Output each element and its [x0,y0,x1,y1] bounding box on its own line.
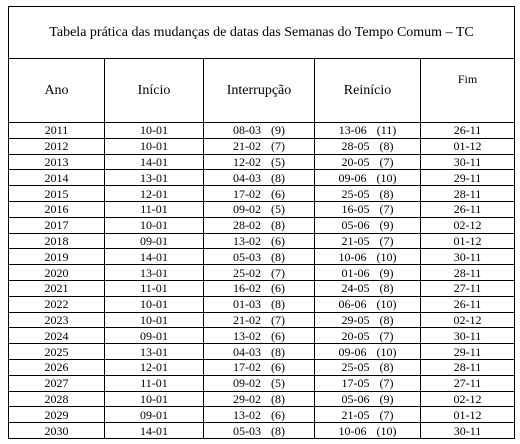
interrupcao-week: (8) [271,249,285,264]
cell-reinicio [315,359,421,375]
cell-reinicio [315,249,421,265]
reinicio-week: (9) [379,391,394,406]
cell-interrupcao [204,154,315,170]
interrupcao-pair [233,219,285,231]
cell-ano: 2012 [9,138,105,154]
cell-ano: 2016 [9,201,105,217]
reinicio-date: 05-06 [341,218,370,233]
cell-reinicio [315,265,421,281]
cell-interrupcao [204,217,315,233]
reinicio-week: (8) [379,312,394,327]
interrupcao-week: (6) [271,360,285,375]
interrupcao-week: (9) [271,123,285,138]
cell-fim: 30-11 [421,154,515,170]
cell-fim: 26-11 [421,296,515,312]
table-row [9,170,515,186]
interrupcao-date: 17-02 [233,186,261,201]
interrupcao-date: 21-02 [233,139,261,154]
cell-ano: 2024 [9,328,105,344]
cell-reinicio [315,170,421,186]
reinicio-date: 21-05 [341,407,370,422]
interrupcao-date: 05-03 [233,249,261,264]
reinicio-date: 20-05 [341,328,370,343]
reinicio-pair [342,188,394,200]
cell-interrupcao [204,344,315,360]
table-row [9,265,515,281]
cell-fim: 01-12 [421,233,515,249]
reinicio-week: (10) [376,170,397,185]
interrupcao-pair [233,156,285,168]
cell-inicio: 10-01 [105,296,204,312]
cell-ano: 2026 [9,359,105,375]
reinicio-pair [342,235,394,247]
cell-inicio: 10-01 [105,138,204,154]
cell-interrupcao [204,312,315,328]
cell-inicio: 11-01 [105,280,204,296]
cell-inicio: 10-01 [105,391,204,407]
table-row [9,280,515,296]
cell-inicio: 12-01 [105,186,204,202]
cell-ano: 2021 [9,280,105,296]
cell-interrupcao [204,375,315,391]
reinicio-date: 01-06 [341,265,370,280]
reinicio-week: (7) [379,202,394,217]
interrupcao-week: (5) [271,376,285,391]
table-row [9,123,515,139]
interrupcao-week: (8) [271,423,285,438]
reinicio-date: 10-06 [338,423,367,438]
cell-fim: 26-11 [421,123,515,139]
cell-interrupcao [204,201,315,217]
table-row [9,217,515,233]
reinicio-week: (10) [376,344,397,359]
cell-interrupcao [204,407,315,423]
cell-reinicio [315,123,421,139]
cell-inicio: 10-01 [105,123,204,139]
reinicio-week: (9) [379,265,394,280]
reinicio-date: 21-05 [341,233,370,248]
cell-fim: 30-11 [421,328,515,344]
reinicio-date: 10-06 [338,249,367,264]
header-inicio: Início [105,59,204,123]
interrupcao-week: (6) [271,281,285,296]
reinicio-pair [339,346,397,358]
interrupcao-date: 17-02 [233,360,261,375]
table-row [9,312,515,328]
interrupcao-pair [233,393,285,405]
table-row [9,407,515,423]
interrupcao-date: 25-02 [233,265,261,280]
cell-ano: 2018 [9,233,105,249]
cell-reinicio [315,375,421,391]
interrupcao-week: (7) [271,312,285,327]
cell-ano: 2020 [9,265,105,281]
reinicio-date: 24-05 [341,281,370,296]
interrupcao-pair [233,172,285,184]
cell-ano: 2011 [9,123,105,139]
interrupcao-week: (5) [271,202,285,217]
cell-reinicio [315,407,421,423]
reinicio-week: (7) [379,328,394,343]
cell-interrupcao [204,233,315,249]
reinicio-pair [342,156,394,168]
cell-fim: 29-11 [421,170,515,186]
interrupcao-date: 09-02 [233,376,261,391]
interrupcao-date: 08-03 [233,123,261,138]
cell-fim: 01-12 [421,138,515,154]
cell-reinicio [315,328,421,344]
reinicio-pair [339,124,397,136]
header-reinicio: Reinício [315,59,421,123]
interrupcao-pair [233,188,285,200]
table-row [9,423,515,439]
interrupcao-pair [233,235,285,247]
reinicio-week: (7) [379,407,394,422]
interrupcao-pair [233,409,285,421]
reinicio-date: 20-05 [341,154,370,169]
reinicio-week: (10) [376,423,397,438]
interrupcao-pair [233,330,285,342]
cell-ano: 2013 [9,154,105,170]
reinicio-pair [342,267,394,279]
cell-ano: 2023 [9,312,105,328]
interrupcao-pair [233,251,285,263]
interrupcao-date: 05-03 [233,423,261,438]
reinicio-date: 09-06 [338,170,367,185]
cell-inicio: 12-01 [105,359,204,375]
cell-inicio: 13-01 [105,265,204,281]
cell-fim: 02-12 [421,312,515,328]
reinicio-pair [342,330,394,342]
table-title: Tabela prática das mudanças de datas das Semanas do Tempo Comum – TC [9,7,515,59]
cell-ano: 2029 [9,407,105,423]
interrupcao-date: 04-03 [233,344,261,359]
reinicio-week: (10) [376,297,397,312]
cell-interrupcao [204,359,315,375]
cell-ano: 2015 [9,186,105,202]
interrupcao-week: (6) [271,233,285,248]
cell-ano: 2022 [9,296,105,312]
interrupcao-week: (6) [271,328,285,343]
cell-ano: 2019 [9,249,105,265]
reinicio-pair [339,298,397,310]
interrupcao-date: 12-02 [233,154,261,169]
cell-interrupcao [204,138,315,154]
table-row [9,154,515,170]
interrupcao-pair [233,346,285,358]
table-row [9,138,515,154]
cell-fim: 26-11 [421,201,515,217]
cell-reinicio [315,280,421,296]
interrupcao-week: (8) [271,170,285,185]
interrupcao-pair [233,314,285,326]
reinicio-date: 09-06 [338,344,367,359]
interrupcao-pair [233,361,285,373]
reinicio-week: (8) [379,139,394,154]
cell-ano: 2027 [9,375,105,391]
reinicio-week: (7) [379,154,394,169]
cell-inicio: 09-01 [105,407,204,423]
cell-interrupcao [204,280,315,296]
interrupcao-pair [233,140,285,152]
header-fim: Fim [421,59,515,123]
cell-fim: 02-12 [421,391,515,407]
reinicio-pair [342,140,394,152]
cell-reinicio [315,391,421,407]
cell-inicio: 10-01 [105,312,204,328]
interrupcao-pair [233,298,285,310]
interrupcao-pair [233,377,285,389]
reinicio-date: 28-05 [341,139,370,154]
cell-interrupcao [204,186,315,202]
interrupcao-pair [233,267,285,279]
reinicio-pair [342,219,394,231]
interrupcao-pair [233,282,285,294]
cell-reinicio [315,233,421,249]
interrupcao-week: (8) [271,344,285,359]
interrupcao-week: (8) [271,218,285,233]
table-row [9,249,515,265]
cell-ano: 2030 [9,423,105,439]
reinicio-pair [342,377,394,389]
cell-ano: 2025 [9,344,105,360]
cell-interrupcao [204,296,315,312]
cell-interrupcao [204,328,315,344]
cell-inicio: 10-01 [105,217,204,233]
reinicio-week: (9) [379,218,394,233]
cell-reinicio [315,344,421,360]
interrupcao-date: 13-02 [233,407,261,422]
interrupcao-date: 09-02 [233,202,261,217]
cell-inicio: 11-01 [105,201,204,217]
cell-fim: 01-12 [421,407,515,423]
cell-inicio: 13-01 [105,344,204,360]
reinicio-pair [342,409,394,421]
reinicio-date: 13-06 [338,123,367,138]
table-body [9,123,515,439]
table-container [8,6,514,436]
interrupcao-week: (6) [271,407,285,422]
header-interrupcao: Interrupção [204,59,315,123]
tempo-comum-table [8,6,515,439]
reinicio-date: 06-06 [338,297,367,312]
interrupcao-week: (7) [271,265,285,280]
cell-inicio: 13-01 [105,170,204,186]
reinicio-week: (7) [379,376,394,391]
cell-inicio: 14-01 [105,423,204,439]
reinicio-date: 05-06 [341,391,370,406]
reinicio-week: (8) [379,186,394,201]
cell-ano: 2017 [9,217,105,233]
reinicio-date: 25-05 [341,186,370,201]
table-row [9,296,515,312]
cell-reinicio [315,296,421,312]
cell-fim: 30-11 [421,423,515,439]
interrupcao-date: 13-02 [233,233,261,248]
reinicio-date: 25-05 [341,360,370,375]
reinicio-week: (10) [376,249,397,264]
interrupcao-week: (5) [271,154,285,169]
interrupcao-date: 16-02 [233,281,261,296]
cell-ano: 2028 [9,391,105,407]
reinicio-pair [342,282,394,294]
cell-fim: 28-11 [421,359,515,375]
interrupcao-pair [233,203,285,215]
cell-reinicio [315,217,421,233]
cell-inicio: 11-01 [105,375,204,391]
cell-interrupcao [204,391,315,407]
interrupcao-week: (8) [271,297,285,312]
cell-inicio: 09-01 [105,328,204,344]
table-row [9,328,515,344]
cell-fim: 27-11 [421,280,515,296]
table-row [9,186,515,202]
cell-fim: 29-11 [421,344,515,360]
cell-inicio: 14-01 [105,154,204,170]
interrupcao-week: (6) [271,186,285,201]
cell-inicio: 09-01 [105,233,204,249]
interrupcao-pair [233,124,285,136]
header-ano: Ano [9,59,105,123]
cell-reinicio [315,423,421,439]
cell-fim: 27-11 [421,375,515,391]
cell-interrupcao [204,123,315,139]
table-row [9,344,515,360]
reinicio-week: (8) [379,360,394,375]
interrupcao-date: 28-02 [233,218,261,233]
table-row [9,201,515,217]
table-row [9,233,515,249]
cell-reinicio [315,138,421,154]
reinicio-pair [342,361,394,373]
reinicio-week: (8) [379,281,394,296]
reinicio-pair [342,314,394,326]
cell-fim: 28-11 [421,186,515,202]
cell-interrupcao [204,170,315,186]
interrupcao-pair [233,425,285,437]
interrupcao-date: 13-02 [233,328,261,343]
cell-reinicio [315,201,421,217]
cell-ano: 2014 [9,170,105,186]
cell-reinicio [315,154,421,170]
cell-reinicio [315,312,421,328]
table-row [9,359,515,375]
reinicio-pair [342,393,394,405]
reinicio-week: (7) [379,233,394,248]
cell-fim: 30-11 [421,249,515,265]
table-row [9,391,515,407]
reinicio-date: 17-05 [341,376,370,391]
interrupcao-week: (7) [271,139,285,154]
reinicio-pair [339,251,397,263]
reinicio-pair [342,203,394,215]
cell-fim: 28-11 [421,265,515,281]
interrupcao-date: 21-02 [233,312,261,327]
table-row [9,375,515,391]
interrupcao-date: 01-03 [233,297,261,312]
reinicio-date: 29-05 [341,312,370,327]
cell-inicio: 14-01 [105,249,204,265]
cell-interrupcao [204,265,315,281]
interrupcao-date: 29-02 [233,391,261,406]
interrupcao-date: 04-03 [233,170,261,185]
reinicio-date: 16-05 [341,202,370,217]
reinicio-pair [339,425,397,437]
cell-interrupcao [204,423,315,439]
interrupcao-week: (8) [271,391,285,406]
cell-interrupcao [204,249,315,265]
reinicio-week: (11) [376,123,397,138]
reinicio-pair [339,172,397,184]
cell-fim: 02-12 [421,217,515,233]
cell-reinicio [315,186,421,202]
